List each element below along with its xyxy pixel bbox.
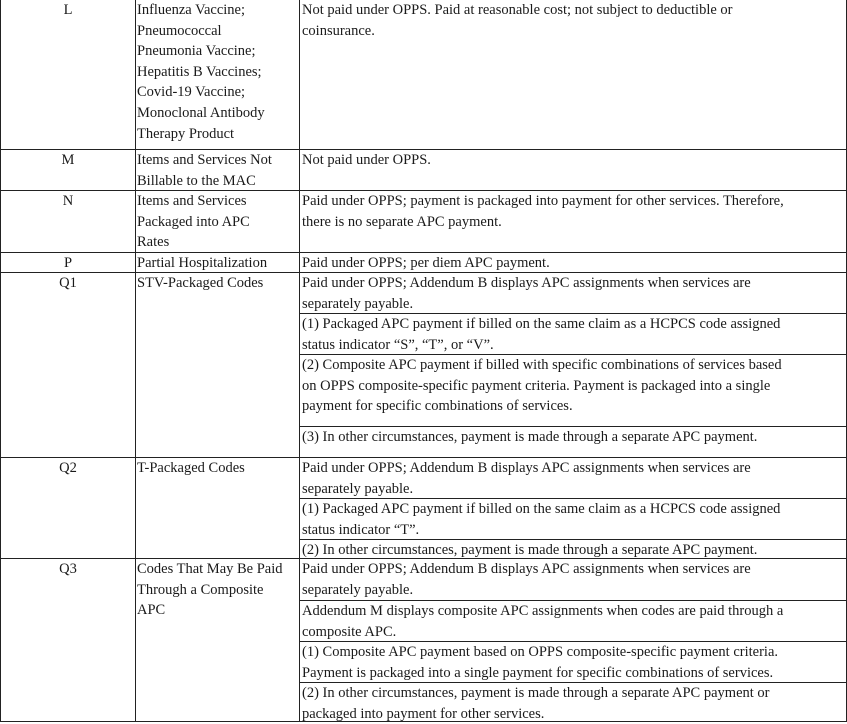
description-line: (2) In other circumstances, payment is made through a separate APC payment. [302,542,758,558]
item-line: Pneumococcal [137,22,222,39]
item-line: T-Packaged Codes [137,460,245,476]
item-line: Covid-19 Vaccine; [137,84,246,101]
payment-description-cell [302,427,842,448]
payment-description-cell [302,601,842,642]
item-line: Items and Services [137,193,247,209]
payment-description-cell [302,559,842,600]
description-line: (1) Packaged APC payment if billed on the same claim as a HCPCS code assigned [302,501,781,517]
payment-description-cell [302,499,842,540]
description-line: Paid under OPPS; Addendum B displays APC assignments when services are [302,561,751,577]
item-line: STV-Packaged Codes [137,275,264,291]
description-line: separately payable. [302,581,414,598]
item-description-cell [137,458,299,479]
payment-description-cell [302,191,842,232]
status-code-cell: Q2 [59,460,77,476]
description-line: (1) Packaged APC payment if billed on the same claim as a HCPCS code assigned [302,316,781,332]
column-divider [135,0,136,722]
item-description-cell [137,273,299,294]
column-divider [299,0,300,722]
description-line: Paid under OPPS; per diem APC payment. [302,255,550,271]
item-line: Through a Composite [137,581,264,598]
description-line: coinsurance. [302,22,375,39]
payment-description-cell [302,642,842,683]
item-line: Partial Hospitalization [137,255,268,271]
status-code-cell: Q3 [59,561,77,577]
item-line: Hepatitis B Vaccines; [137,63,262,80]
item-description-cell [137,150,299,191]
payment-description-cell [302,540,842,561]
item-line: Billable to the MAC [137,172,256,189]
description-line: status indicator “T”. [302,521,420,538]
payment-description-cell [302,314,842,355]
item-line: Codes That May Be Paid [137,561,283,577]
description-line: there is no separate APC payment. [302,213,502,230]
description-line: (3) In other circumstances, payment is made through a separate APC payment. [302,429,758,445]
status-code-cell: L [63,2,73,18]
description-line: Addendum M displays composite APC assignments when codes are paid through a [302,603,784,619]
payment-description-cell [302,273,842,314]
payment-description-cell [302,355,842,417]
item-line: Pneumonia Vaccine; [137,43,256,60]
payment-description-cell [302,253,842,274]
description-line: Paid under OPPS; payment is packaged into payment for other services. Therefore, [302,193,784,209]
description-line: Paid under OPPS; Addendum B displays APC assignments when services are [302,460,751,476]
description-line: Not paid under OPPS. Paid at reasonable cost; not subject to deductible or [302,2,733,18]
status-code-cell: N [62,193,74,209]
item-description-cell [137,559,299,621]
item-line: Therapy Product [137,125,235,142]
description-line: packaged into payment for other services. [302,705,545,722]
payment-description-cell [302,0,842,41]
item-line: Rates [137,234,170,251]
status-code-cell: P [63,255,73,271]
item-description-cell [137,253,299,274]
description-line: Paid under OPPS; Addendum B displays APC assignments when services are [302,275,751,291]
item-line: APC [137,602,166,619]
item-line: Items and Services Not [137,152,272,168]
description-line: status indicator “S”, “T”, or “V”. [302,336,494,353]
description-line: composite APC. [302,623,397,640]
item-description-cell [137,0,299,144]
payment-description-cell [302,458,842,499]
description-line: Not paid under OPPS. [302,152,431,168]
item-line: Influenza Vaccine; [137,2,246,18]
description-line: separately payable. [302,480,414,497]
payment-description-cell [302,683,842,724]
description-line: on OPPS composite-specific payment criteria. Payment is packaged into a single [302,377,771,394]
description-line: payment for specific combinations of services. [302,398,573,415]
description-line: Payment is packaged into a single payment for specific combinations of services. [302,664,774,681]
status-code-cell: Q1 [59,275,77,291]
table-border-left [0,0,1,722]
description-line: (2) Composite APC payment if billed with specific combinations of services based [302,357,782,373]
item-line: Packaged into APC [137,213,250,230]
description-line: separately payable. [302,295,414,312]
status-code-cell: M [61,152,75,168]
payment-description-cell [302,150,842,171]
description-line: (2) In other circumstances, payment is made through a separate APC payment or [302,685,770,701]
description-line: (1) Composite APC payment based on OPPS composite-specific payment criteria. [302,644,779,660]
item-description-cell [137,191,299,253]
item-line: Monoclonal Antibody [137,104,265,121]
